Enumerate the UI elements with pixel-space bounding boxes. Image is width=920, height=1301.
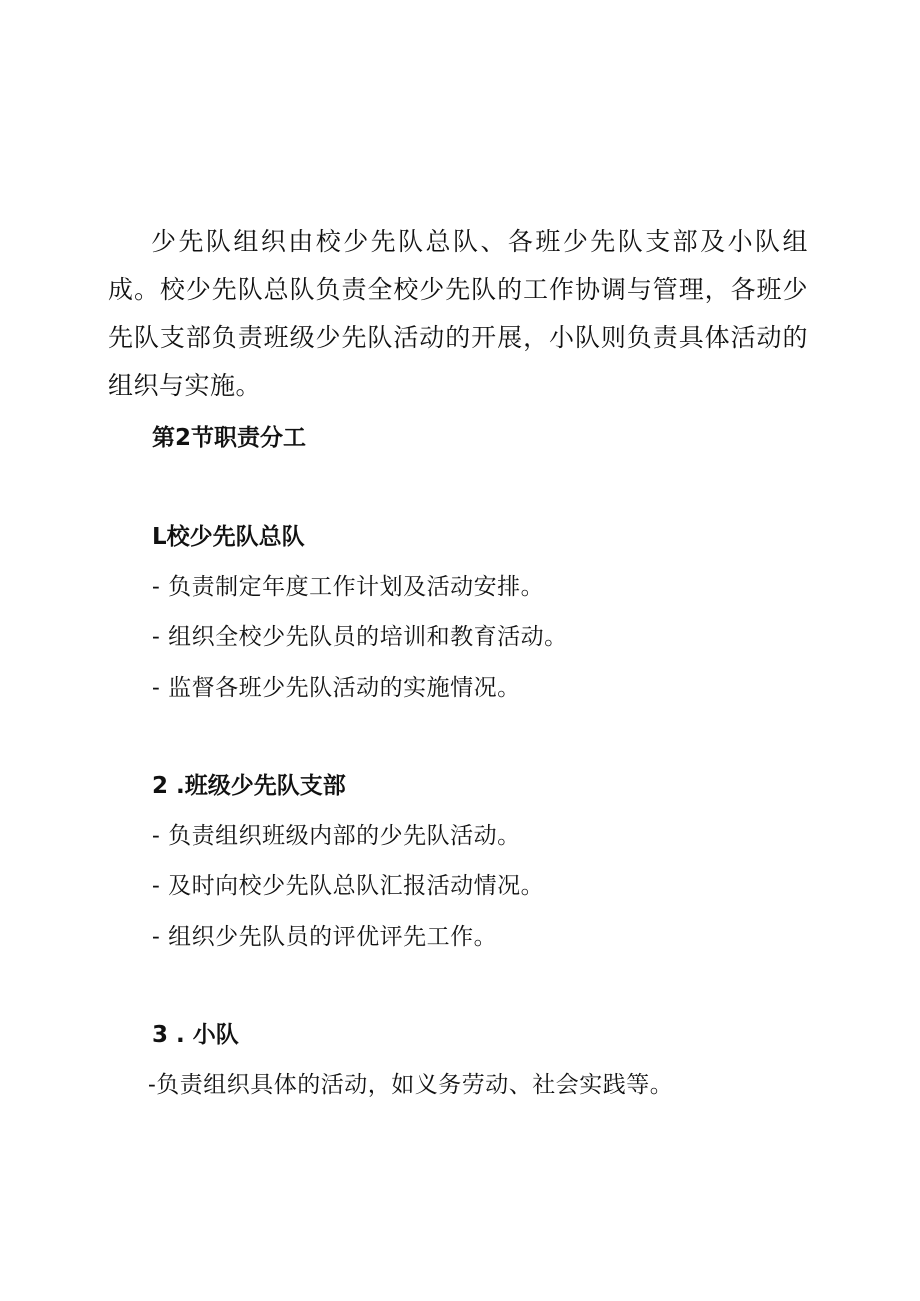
list-item: - 组织全校少先队员的培训和教育活动。	[152, 624, 568, 650]
list-item: -负责组织具体的活动，如义务劳动、社会实践等。	[148, 1072, 674, 1098]
section-title: 第2节职责分工	[152, 425, 307, 451]
list-item: - 负责组织班级内部的少先队活动。	[152, 823, 521, 849]
group-heading-school-brigade: L校少先队总队	[152, 524, 305, 550]
list-item: - 负责制定年度工作计划及活动安排。	[152, 574, 545, 600]
group-heading-squad: 3 . 小队	[152, 1022, 239, 1048]
list-item: - 监督各班少先队活动的实施情况。	[152, 675, 521, 701]
list-item: - 及时向校少先队总队汇报活动情况。	[152, 873, 545, 899]
intro-paragraph: 少先队组织由校少先队总队、各班少先队支部及小队组成。校少先队总队负责全校少先队的工作协调与管理，各班少先队支部负责班级少先队活动的开展，小队则负责具体活动的组织与实施。	[108, 227, 808, 400]
list-item: - 组织少先队员的评优评先工作。	[152, 924, 498, 950]
group-heading-class-branch: 2 .班级少先队支部	[152, 773, 346, 799]
